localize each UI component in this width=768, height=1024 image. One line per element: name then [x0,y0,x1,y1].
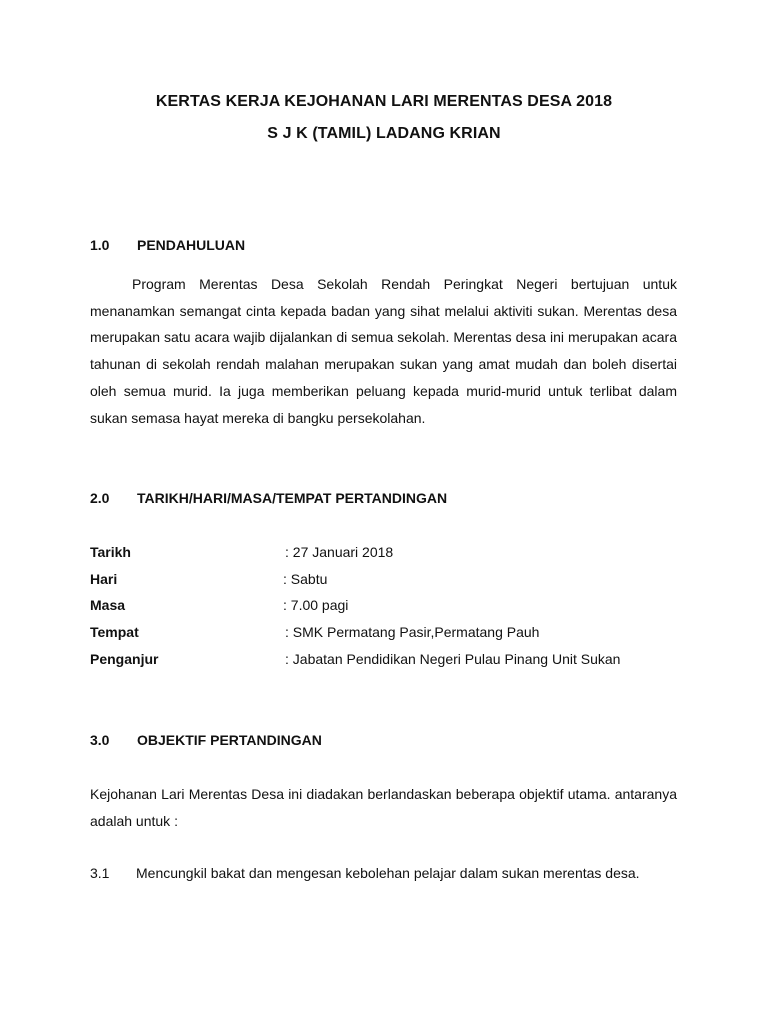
detail-value: : Sabtu [283,571,328,587]
detail-label: Tarikh [90,544,131,560]
list-item-number: 3.1 [90,865,110,881]
list-item-text: Mencungkil bakat dan mengesan kebolehan pelajar dalam sukan merentas desa. [136,865,640,881]
section-3-heading [90,732,322,748]
section-2-number: 2.0 [90,490,110,506]
detail-value: : 7.00 pagi [283,597,349,613]
section-1-paragraph-block [90,271,677,431]
section-1-title: PENDAHULUAN [137,237,246,253]
detail-value: : Jabatan Pendidikan Negeri Pulau Pinang Unit Sukan [285,651,621,667]
section-1-paragraph: Program Merentas Desa Sekolah Rendah Peringkat Negeri bertujuan untuk menanamkan semangat cinta kepada badan yang sihat melalui aktiviti sukan. Merentas desa merupakan satu acara wajib dijalankan di semua sekolah. Merentas desa ini merupakan acara tahunan di sekolah rendah malahan merupakan sukan yang amat mudah dan boleh disertai oleh semua murid. Ia juga memberikan peluang kepada murid-murid untuk terlibat dalam sukan semasa hayat mereka di bangku persekolahan. [90,276,677,426]
section-2-heading [90,490,447,506]
document-subtitle: S J K (TAMIL) LADANG KRIAN [267,125,501,142]
list-item [90,860,650,887]
detail-label: Penganjur [90,651,159,667]
section-2-title: TARIKH/HARI/MASA/TEMPAT PERTANDINGAN [137,490,448,506]
detail-label: Tempat [90,624,139,640]
section-3-number: 3.0 [90,732,110,748]
section-1-heading [90,237,245,253]
detail-label: Hari [90,571,118,587]
detail-value: : SMK Permatang Pasir,Permatang Pauh [285,624,540,640]
document-title: KERTAS KERJA KEJOHANAN LARI MERENTAS DESA 2018 [155,93,613,110]
section-1-number: 1.0 [90,237,110,253]
section-3-title: OBJEKTIF PERTANDINGAN [137,732,322,748]
section-3-intro-block [90,781,677,834]
detail-label: Masa [90,597,126,613]
section-3-intro: Kejohanan Lari Merentas Desa ini diadakan berlandaskan beberapa objektif utama. antaranya adalah untuk : [90,786,677,829]
detail-value: : 27 Januari 2018 [285,544,394,560]
